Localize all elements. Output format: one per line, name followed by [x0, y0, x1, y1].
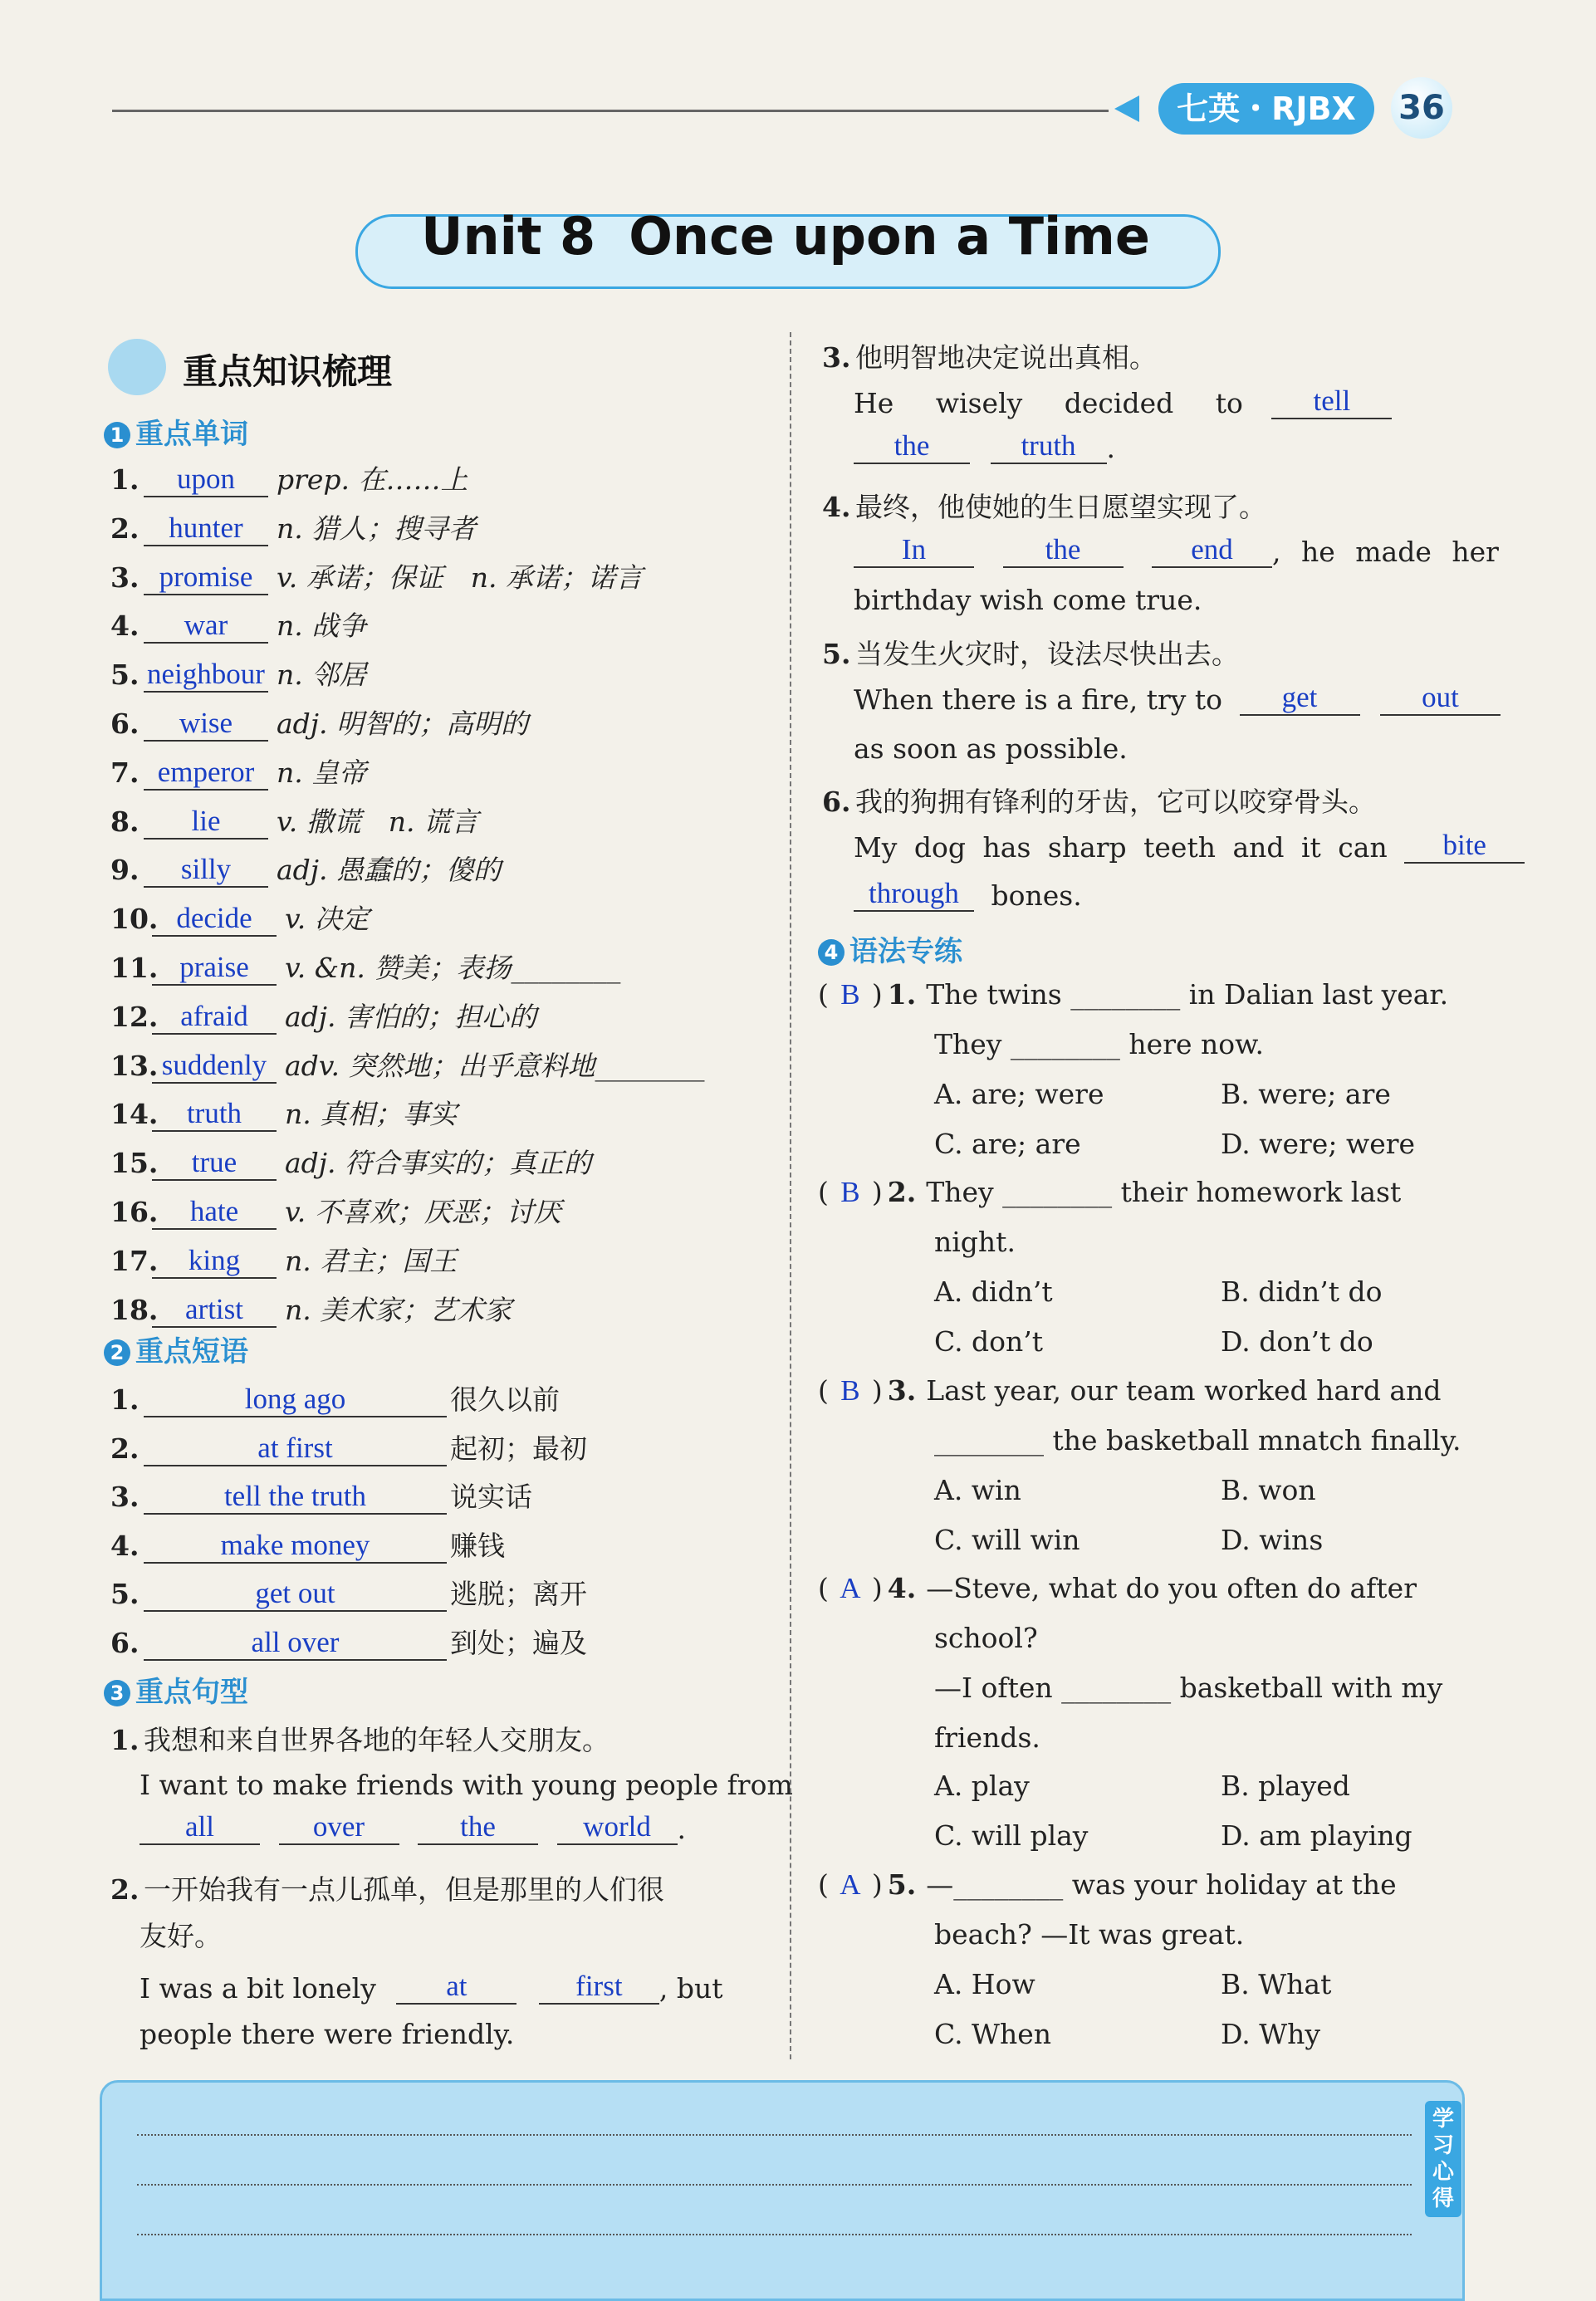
question-text: Last year, our team worked hard and	[926, 1374, 1442, 1407]
sentence-1-en: I want to make friends with young people from	[140, 1769, 793, 1801]
item-number: 5.	[110, 658, 140, 692]
grammar-question	[818, 1868, 1397, 1902]
paren-close: )	[871, 1868, 883, 1901]
page-title	[355, 206, 1216, 267]
answer-blank: the	[418, 1810, 538, 1845]
word-definition: n. 皇帝	[277, 756, 367, 789]
item-number: 2.	[887, 1176, 917, 1208]
word-row	[110, 556, 643, 595]
option-d: D. Why	[1221, 2018, 1321, 2050]
option-c: C. will play	[934, 1819, 1089, 1852]
word-row	[110, 1142, 591, 1181]
question-line: school?	[934, 1622, 1038, 1654]
grammar-answer: B	[840, 1374, 860, 1407]
word-row	[110, 605, 366, 644]
item-number: 14.	[110, 1098, 159, 1131]
item-number: 12.	[110, 1000, 159, 1033]
answer-blank: neighbour	[144, 658, 268, 693]
sentence-4-cn: 4. 最终，他使她的生日愿望实现了。	[822, 491, 1266, 523]
phrase-definition: 很久以前	[450, 1383, 560, 1416]
item-number: 9.	[110, 854, 140, 887]
phrase-definition: 赚钱	[450, 1529, 505, 1562]
word-row	[110, 849, 501, 888]
option-a: A. How	[934, 1968, 1035, 2000]
word-definition: adj. 害怕的；担心的	[285, 1000, 537, 1033]
item-number: 5.	[887, 1868, 917, 1901]
answer-blank: upon	[144, 463, 268, 497]
option-b: B. were; are	[1221, 1078, 1391, 1110]
answer-blank: long ago	[144, 1383, 447, 1417]
answer-blank: afraid	[152, 1000, 277, 1035]
grammar-answer: A	[840, 1572, 861, 1604]
question-line: friends.	[934, 1721, 1040, 1754]
option-a: A. win	[934, 1474, 1021, 1506]
word-definition: n. 猎人；搜寻者	[277, 512, 477, 545]
sentence-6-en-line2: through bones.	[854, 877, 1082, 912]
item-number: 1.	[110, 1383, 140, 1416]
sentence-2-cn2: 友好。	[140, 1920, 222, 1952]
word-definition: n. 战争	[277, 610, 367, 643]
unit-label: Unit 8	[421, 206, 596, 267]
sentence-2-cn1: 2. 一开始我有一点儿孤单，但是那里的人们很	[110, 1873, 664, 1906]
sentence-2-en: I was a bit lonely at first , but	[140, 1970, 723, 2005]
word-row	[110, 654, 366, 693]
grammar-answer: A	[840, 1868, 861, 1901]
word-definition: n. 邻居	[277, 658, 367, 692]
item-number: 10.	[110, 903, 159, 936]
phrase-row	[110, 1427, 587, 1466]
option-c: C. will win	[934, 1524, 1080, 1556]
question-line: night.	[934, 1226, 1016, 1258]
word-row	[110, 1240, 457, 1279]
item-number: 8.	[110, 805, 140, 838]
phrase-row	[110, 1622, 587, 1661]
unit-name: Once upon a Time	[629, 206, 1150, 267]
sentence-6-cn: 6. 我的狗拥有锋利的牙齿，它可以咬穿骨头。	[822, 786, 1376, 818]
option-c: C. are; are	[934, 1128, 1081, 1160]
words-heading: 1 重点单词	[104, 411, 248, 452]
answer-blank: true	[152, 1146, 277, 1181]
word-row	[110, 898, 370, 937]
word-row	[110, 1093, 457, 1132]
sentence-2-en3: people there were friendly.	[140, 2018, 515, 2050]
answer-blank: at	[396, 1970, 516, 2005]
word-definition: prep. 在……上	[277, 463, 468, 496]
option-b: B. What	[1221, 1968, 1332, 2000]
sentence-3-en: He wisely decided to tell	[854, 384, 1392, 419]
item-number: 3.	[110, 561, 140, 594]
item-number: 4.	[110, 610, 140, 643]
answer-blank: emperor	[144, 756, 268, 791]
question-line: ________ the basketball mnatch finally.	[934, 1424, 1461, 1456]
item-number: 2.	[110, 1432, 140, 1465]
word-definition: v. 不喜欢；厌恶；讨厌	[285, 1196, 561, 1228]
question-text: They ________ their homework last	[926, 1176, 1402, 1208]
notes-label: 学习心得	[1425, 2101, 1461, 2217]
answer-blank: get out	[144, 1577, 447, 1612]
grammar-answer: B	[840, 978, 860, 1011]
paren-open: (	[818, 1868, 829, 1901]
notes-area	[100, 2080, 1465, 2301]
word-row	[110, 800, 478, 840]
item-number: 17.	[110, 1244, 159, 1277]
answer-blank: get	[1240, 681, 1360, 716]
answer-blank: tell	[1271, 384, 1392, 419]
paren-open: (	[818, 978, 829, 1011]
word-row	[110, 1045, 705, 1084]
note-line	[137, 2184, 1412, 2186]
answer-blank: wise	[144, 707, 268, 742]
word-row	[110, 947, 620, 986]
option-b: B. didn’t do	[1221, 1275, 1383, 1308]
grammar-question	[818, 1374, 1441, 1408]
word-row	[110, 751, 366, 791]
answer-blank: truth	[991, 429, 1107, 464]
item-number: 1.	[887, 978, 917, 1011]
option-b: B. won	[1221, 1474, 1316, 1506]
word-definition: adj. 符合事实的；真正的	[285, 1147, 592, 1180]
phrase-row	[110, 1525, 505, 1564]
sentences-heading: 3 重点句型	[104, 1669, 248, 1710]
paren-close: )	[871, 1572, 883, 1604]
grammar-question	[818, 1572, 1417, 1605]
phrase-row	[110, 1573, 587, 1612]
answer-blank: through	[854, 877, 974, 912]
phrase-definition: 逃脱；离开	[450, 1578, 587, 1610]
word-row	[110, 1289, 512, 1328]
answer-blank: praise	[152, 951, 277, 986]
answer-blank: bite	[1404, 829, 1525, 864]
answer-blank: first	[539, 1970, 659, 2005]
answer-blank: In	[854, 533, 974, 568]
answer-blank: war	[144, 609, 268, 644]
option-b: B. played	[1221, 1770, 1350, 1802]
number-three-icon: 3	[104, 1680, 130, 1706]
sentence-1-answers: all over the world .	[140, 1810, 686, 1845]
word-definition: n. 君主；国王	[285, 1244, 458, 1277]
question-text: The twins ________ in Dalian last year.	[926, 978, 1449, 1011]
paren-close: )	[871, 1374, 883, 1407]
answer-blank: promise	[144, 561, 268, 595]
grammar-heading: 4 语法专练	[818, 928, 962, 969]
answer-blank: the	[1003, 533, 1124, 568]
word-row	[110, 703, 528, 742]
word-row	[110, 996, 536, 1035]
answer-blank: hunter	[144, 512, 268, 546]
word-definition: n. 真相；事实	[285, 1098, 458, 1131]
item-number: 6.	[110, 707, 140, 740]
question-line: They ________ here now.	[934, 1028, 1264, 1060]
sentence-5-en2: as soon as possible.	[854, 732, 1128, 765]
section-heading: 重点知识梳理	[183, 351, 393, 392]
answer-blank: all over	[144, 1626, 447, 1661]
item-number: 6.	[110, 1626, 140, 1659]
item-number: 11.	[110, 952, 159, 984]
paren-open: (	[818, 1374, 829, 1407]
grammar-answer: B	[840, 1176, 860, 1208]
question-line: beach? —It was great.	[934, 1918, 1245, 1951]
answer-blank: lie	[144, 805, 268, 840]
header-rule	[112, 110, 1109, 112]
item-number: 2.	[110, 512, 140, 545]
option-a: A. are; were	[934, 1078, 1104, 1110]
phrase-definition: 到处；遍及	[450, 1626, 587, 1659]
phrase-row	[110, 1476, 532, 1515]
item-number: 5.	[110, 1578, 140, 1610]
item-number: 13.	[110, 1049, 159, 1082]
paren-close: )	[871, 978, 883, 1011]
option-d: D. don’t do	[1221, 1325, 1373, 1358]
option-c: C. When	[934, 2018, 1052, 2050]
answer-blank: end	[1152, 533, 1272, 568]
tag-arrow-icon	[1114, 95, 1139, 122]
word-definition: v. 撒谎 n. 谎言	[277, 805, 478, 838]
note-line	[137, 2234, 1412, 2235]
phrase-definition: 说实话	[450, 1481, 532, 1513]
option-a: A. play	[934, 1770, 1030, 1802]
answer-blank: king	[152, 1244, 277, 1279]
phrase-definition: 起初；最初	[450, 1432, 587, 1465]
item-number: 15.	[110, 1147, 159, 1180]
number-one-icon: 1	[104, 422, 130, 448]
answer-blank: world	[557, 1810, 678, 1845]
answer-blank: silly	[144, 853, 268, 888]
word-row	[110, 458, 468, 497]
word-definition: adj. 愚蠢的；傻的	[277, 854, 502, 887]
sentence-3-cn: 3. 他明智地决定说出真相。	[822, 341, 1157, 374]
answer-blank: hate	[152, 1195, 277, 1230]
item-number: 18.	[110, 1293, 159, 1326]
item-number: 3.	[110, 1481, 140, 1513]
answer-blank: decide	[152, 902, 277, 937]
sentence-5-cn: 5. 当发生火灾时，设法尽快出去。	[822, 638, 1239, 670]
option-d: D. were; were	[1221, 1128, 1416, 1160]
word-definition: adv. 突然地；出乎意料地________	[285, 1049, 705, 1082]
sentence-1-cn: 1. 我想和来自世界各地的年轻人交朋友。	[110, 1724, 610, 1756]
word-definition: v. &n. 赞美；表扬________	[285, 952, 621, 984]
item-number: 7.	[110, 756, 140, 789]
page-number: 36	[1391, 77, 1452, 139]
question-line: —I often ________ basketball with my	[934, 1672, 1443, 1704]
grammar-question	[818, 1176, 1401, 1209]
number-two-icon: 2	[104, 1339, 130, 1366]
sentence-4-en: In the end , he made her	[854, 533, 1499, 568]
sentence-6-en: My dog has sharp teeth and it can bite	[854, 829, 1525, 864]
item-number: 1.	[110, 463, 140, 496]
answer-blank: truth	[152, 1097, 277, 1132]
option-c: C. don’t	[934, 1325, 1044, 1358]
answer-blank: make money	[144, 1529, 447, 1564]
answer-blank: the	[854, 429, 970, 464]
phrase-row	[110, 1378, 560, 1417]
question-text: —Steve, what do you often do after	[926, 1572, 1417, 1604]
answer-blank: tell the truth	[144, 1480, 447, 1515]
answer-blank: at first	[144, 1432, 447, 1466]
word-row	[110, 1191, 561, 1230]
word-definition: v. 决定	[285, 903, 370, 936]
word-definition: n. 美术家；艺术家	[285, 1293, 512, 1326]
grammar-question	[818, 978, 1448, 1011]
item-number: 4.	[110, 1529, 140, 1562]
answer-blank: over	[279, 1810, 399, 1845]
number-four-icon: 4	[818, 939, 845, 966]
paren-close: )	[871, 1176, 883, 1208]
answer-blank: all	[140, 1810, 260, 1845]
item-number: 16.	[110, 1196, 159, 1228]
sentence-4-en2: birthday wish come true.	[854, 584, 1202, 616]
mascot-icon	[108, 339, 166, 395]
paren-open: (	[818, 1176, 829, 1208]
word-definition: adj. 明智的；高明的	[277, 707, 529, 740]
answer-blank: suddenly	[152, 1049, 277, 1084]
option-a: A. didn’t	[934, 1275, 1053, 1308]
book-tag: 七英・RJBX	[1158, 83, 1374, 135]
item-number: 4.	[887, 1572, 917, 1604]
column-divider	[790, 332, 791, 2059]
question-text: —________ was your holiday at the	[926, 1868, 1397, 1901]
answer-blank: artist	[152, 1293, 277, 1328]
note-line	[137, 2134, 1412, 2136]
phrases-heading: 2 重点短语	[104, 1329, 248, 1369]
item-number: 3.	[887, 1374, 917, 1407]
option-d: D. wins	[1221, 1524, 1324, 1556]
word-row	[110, 507, 476, 546]
sentence-5-en: When there is a fire, try to get out	[854, 681, 1501, 716]
word-definition: v. 承诺；保证 n. 承诺；诺言	[277, 561, 643, 594]
sentence-3-answers: the truth .	[854, 429, 1115, 464]
answer-blank: out	[1380, 681, 1501, 716]
option-d: D. am playing	[1221, 1819, 1412, 1852]
paren-open: (	[818, 1572, 829, 1604]
